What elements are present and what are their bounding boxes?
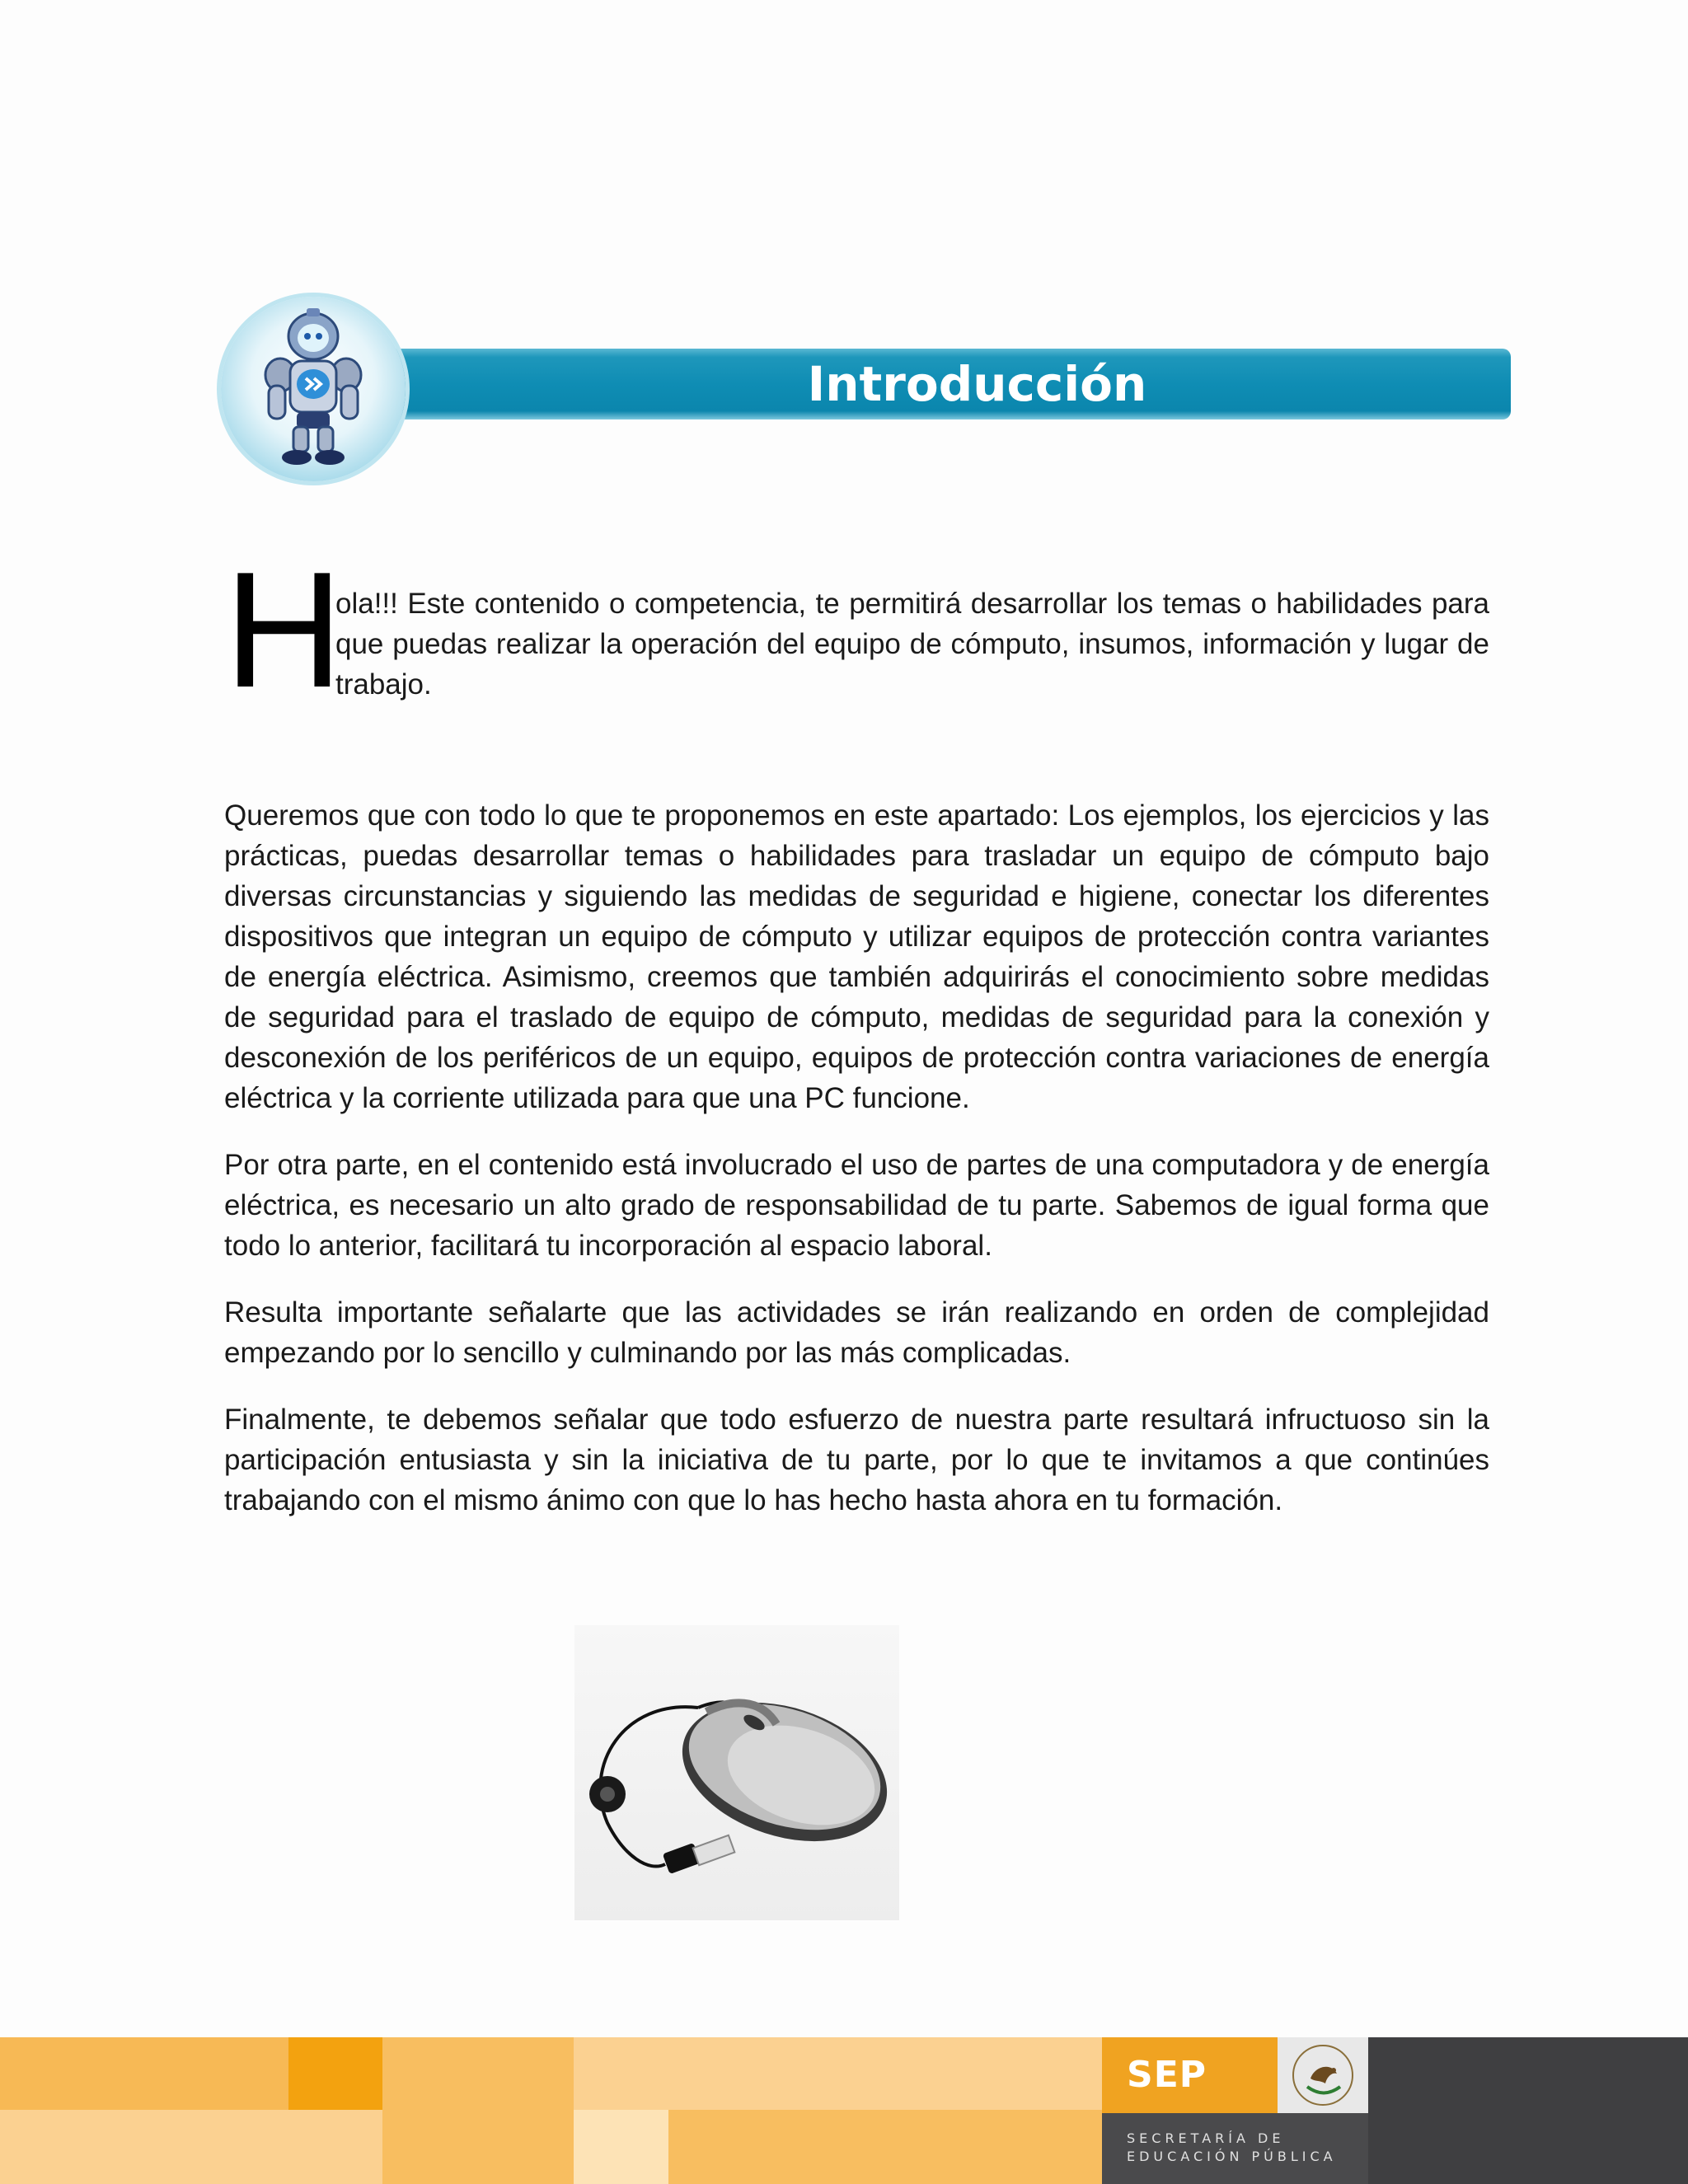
paragraph: Por otra parte, en el contenido está involucrado el uso de partes de una computadora y de energía eléctrica, es necesario un alto grado de responsabilidad de tu parte. Sabemos de igual forma que todo lo anterior, facilitará tu incorporación al espacio laboral. bbox=[224, 1149, 1489, 1262]
footer-block bbox=[574, 2037, 1102, 2110]
sep-logo-text: SEP bbox=[1127, 2054, 1207, 2096]
footer-block bbox=[0, 2037, 288, 2110]
sep-name-block bbox=[1102, 2113, 1368, 2184]
robot-mascot-icon bbox=[221, 297, 406, 481]
title-banner bbox=[353, 349, 1511, 419]
footer-block bbox=[668, 2110, 1102, 2184]
paragraph: Queremos que con todo lo que te proponemos en este apartado: Los ejemplos, los ejercicios y las prácticas, puedas desarrollar temas o habilidades para trasladar un equipo de cómputo bajo diversas circunstancias y siguiendo las medidas de seguridad e higiene, conectar los diferentes dispositivos que integran un equipo de cómputo y utilizar equipos de protección contra variantes de energía eléctrica. Asimismo, creemos que también adquirirás el conocimiento sobre medidas de seguridad para el traslado de equipo de cómputo, medidas de seguridad para la conexión y desconexión de los periféricos de un equipo, equipos de protección contra variaciones de energía eléctrica y la corriente utilizada para que una PC funcione. bbox=[224, 799, 1489, 1114]
footer-block bbox=[382, 2110, 574, 2184]
footer-band bbox=[0, 2037, 1688, 2184]
footer-block bbox=[382, 2037, 574, 2110]
page-title: Introducción bbox=[807, 356, 1147, 412]
sep-line-1: SECRETARÍA DE bbox=[1127, 2130, 1285, 2146]
paragraph: Finalmente, te debemos señalar que todo esfuerzo de nuestra parte resultará infructuoso sin la participación entusiasta y sin la iniciativa de tu parte, por lo que te invitamos a que continúes trabajando con el mismo ánimo con que lo has hecho hasta ahora en tu formación. bbox=[224, 1404, 1489, 1516]
footer-block bbox=[288, 2037, 382, 2110]
footer-dark-block bbox=[1368, 2037, 1688, 2184]
intro-block bbox=[224, 538, 1489, 725]
usb-mouse-photo bbox=[574, 1625, 899, 1920]
footer-block bbox=[574, 2110, 668, 2184]
paragraph: Resulta importante señalarte que las actividades se irán realizando en orden de complejidad empezando por lo sencillo y culminando por las más complicadas. bbox=[224, 1296, 1489, 1369]
body-text bbox=[224, 795, 1489, 1547]
sep-line-2: EDUCACIÓN PÚBLICA bbox=[1127, 2149, 1337, 2164]
sep-logo bbox=[1102, 2037, 1278, 2113]
section-header bbox=[221, 293, 1515, 482]
footer-block bbox=[0, 2110, 382, 2184]
intro-paragraph: ola!!! Este contenido o competencia, te permitirá desarrollar los temas o habilidades para que puedas realizar la operación del equipo de cómputo, insumos, información y lugar de trabajo. bbox=[335, 588, 1489, 701]
drop-cap: H bbox=[224, 538, 344, 722]
mexican-coat-of-arms-icon bbox=[1278, 2037, 1368, 2113]
